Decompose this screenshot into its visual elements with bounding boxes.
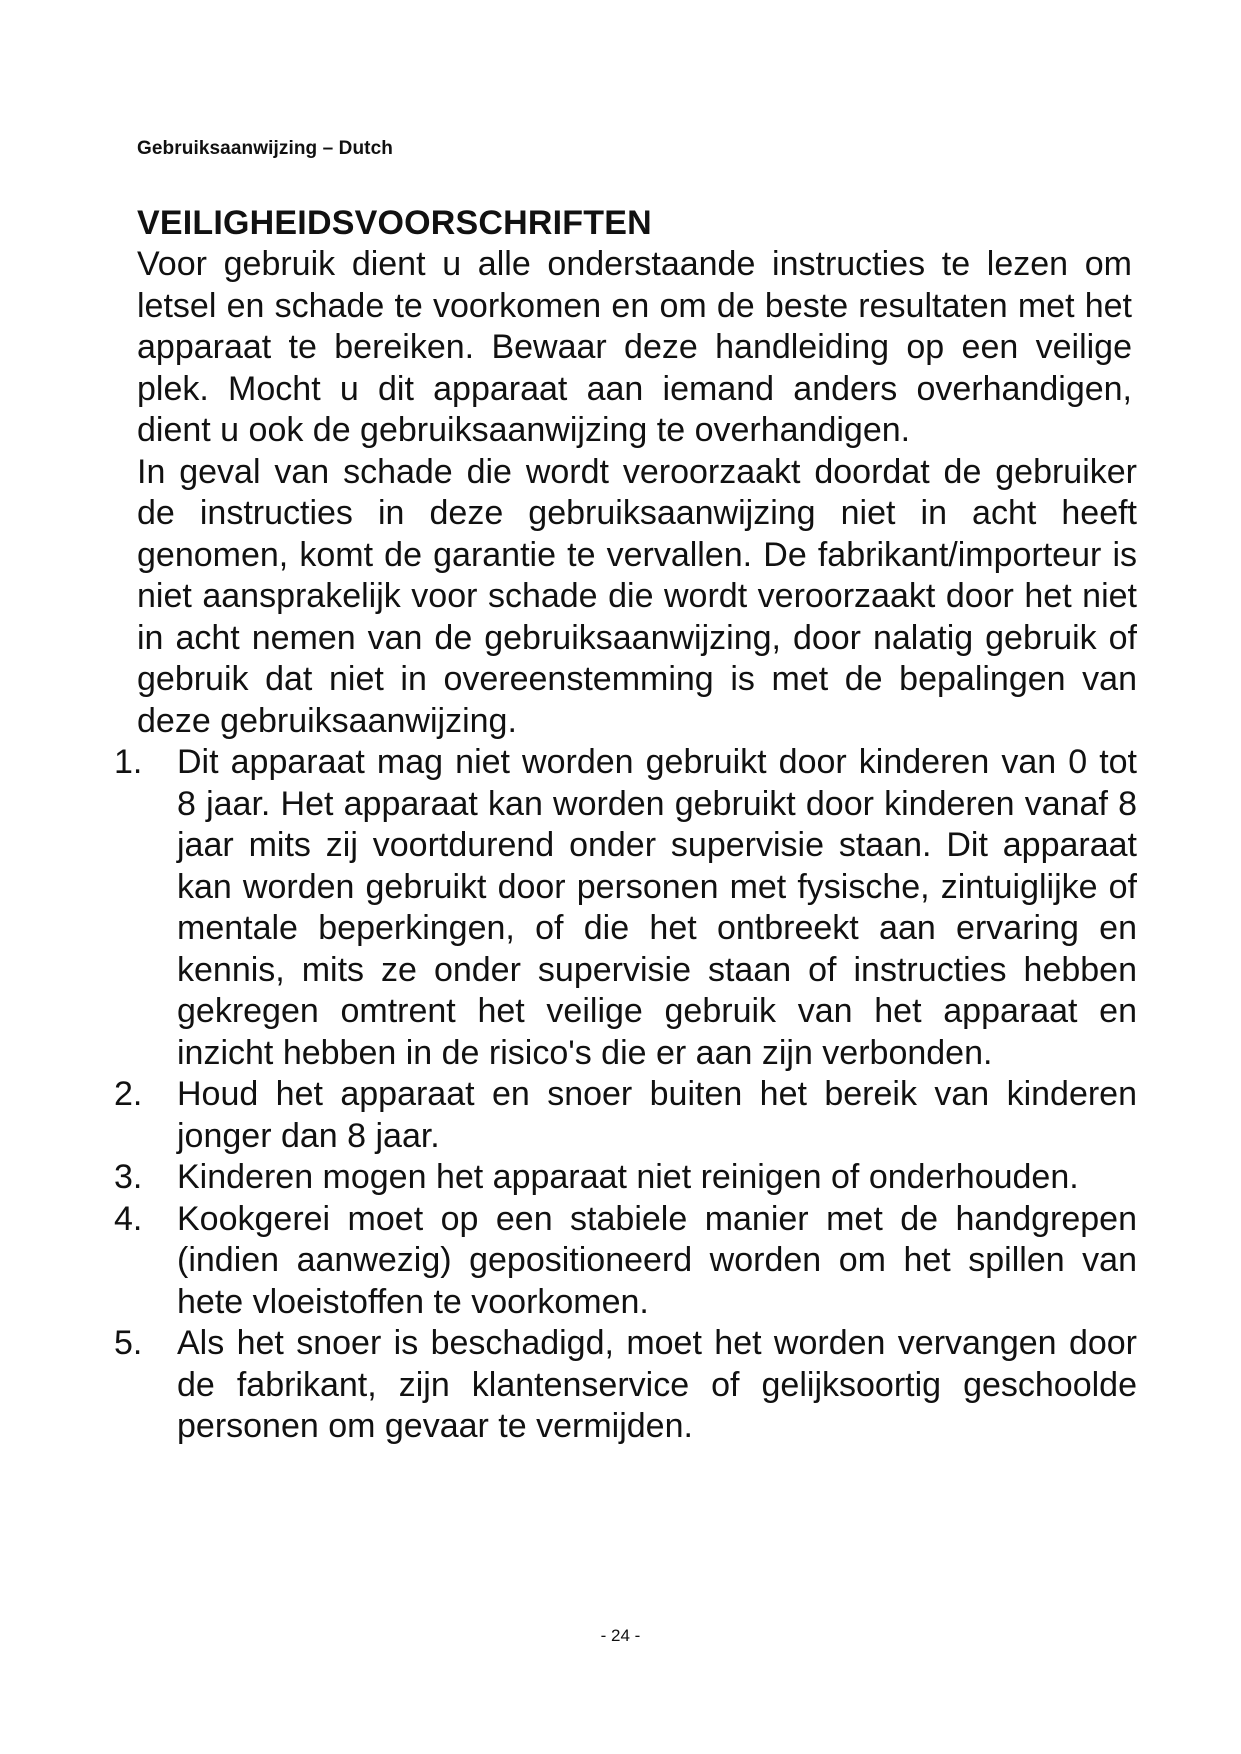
safety-instructions-list xyxy=(114,742,1137,1448)
section-title: VEILIGHEIDSVOORSCHRIFTEN xyxy=(137,204,652,242)
page-number: - 24 - xyxy=(600,1626,641,1645)
list-item-text: Als het snoer is beschadigd, moet het worden vervangen door de fabrikant, zijn klantenservice of gelijksoortig geschoolde personen om gevaar te vermijden. xyxy=(177,1324,1137,1445)
list-item xyxy=(114,1199,1137,1324)
warranty-paragraph: In geval van schade die wordt veroorzaakt doordat de gebruiker de instructies in deze gebruiksaanwijzing niet in acht heeft genomen, komt de garantie te vervallen. De fabrikant/importeur is niet aansprakelijk voor schade die wordt veroorzaakt door het niet in acht nemen van de gebruiksaanwijzing, door nalatig gebruik of gebruik dat niet in overeenstemming is met de bepalingen van deze gebruiksaanwijzing. xyxy=(137,452,1137,740)
list-item xyxy=(114,1157,1137,1199)
list-item-text: Kookgerei moet op een stabiele manier met de handgrepen (indien aanwezig) gepositioneerd worden om het spillen van hete vloeistoffen te voorkomen. xyxy=(177,1199,1137,1321)
list-item-number: 5. xyxy=(114,1324,143,1362)
document-header: Gebruiksaanwijzing – Dutch xyxy=(137,138,393,159)
list-item-text: Kinderen mogen het apparaat niet reinigen of onderhouden. xyxy=(177,1158,1079,1196)
list-item xyxy=(114,742,1137,1074)
list-item-text: Houd het apparaat en snoer buiten het bereik van kinderen jonger dan 8 jaar. xyxy=(177,1075,1137,1155)
list-item xyxy=(114,1323,1137,1448)
list-item-text: Dit apparaat mag niet worden gebruikt door kinderen van 0 tot 8 jaar. Het apparaat kan worden gebruikt door kinderen vanaf 8 jaar mits zij voortdurend onder supervisie staan. Dit apparaat kan worden gebruikt door personen met fysische, zintuiglijke of mentale beperkingen, of die het ontbreekt aan ervaring en kennis, mits ze onder supervisie staan of instructies hebben gekregen omtrent het veilige gebruik van het apparaat en inzicht hebben in de risico's die er aan zijn verbonden. xyxy=(177,743,1137,1072)
safety-section xyxy=(114,203,1137,1448)
list-item-number: 2. xyxy=(114,1075,143,1113)
list-item xyxy=(114,1074,1137,1157)
list-item-number: 3. xyxy=(114,1158,143,1196)
list-item-number: 1. xyxy=(114,743,143,781)
intro-paragraph: Voor gebruik dient u alle onderstaande instructies te lezen om letsel en schade te voorkomen en om de beste resultaten met het apparaat te bereiken. Bewaar deze handleiding op een veilige plek. Mocht u dit apparaat aan iemand anders overhandigen, dient u ook de gebruiksaanwijzing te overhandigen. xyxy=(137,245,1132,449)
list-item-number: 4. xyxy=(114,1199,143,1238)
